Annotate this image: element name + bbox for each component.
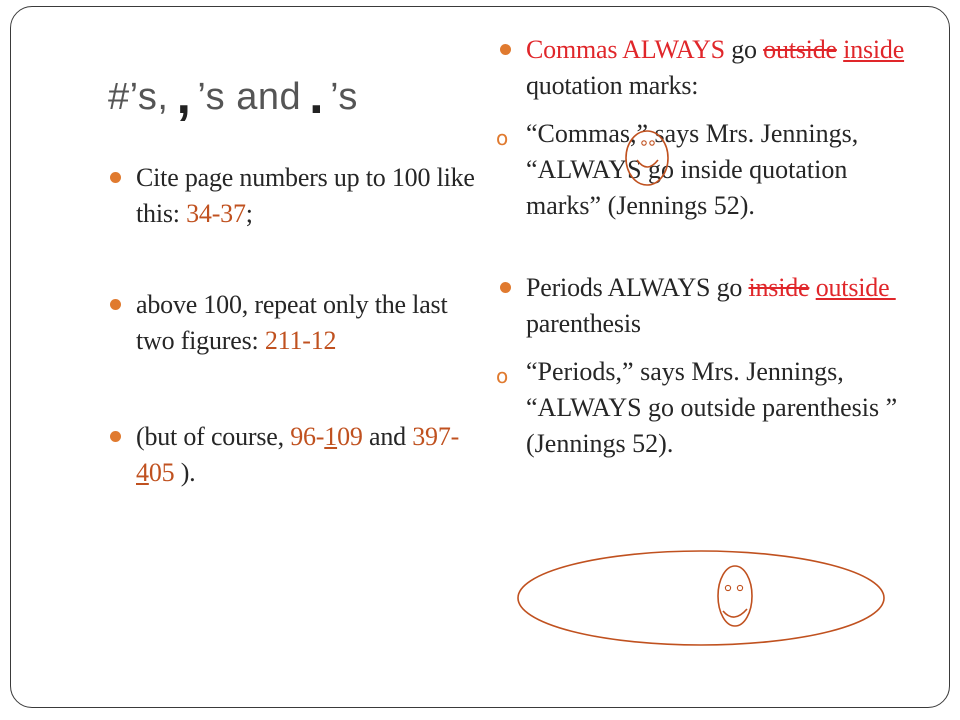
struck-word: outside — [763, 35, 837, 64]
example-periods — [494, 354, 914, 462]
struck-word: inside — [748, 273, 810, 302]
title-part-end: ’s — [330, 76, 358, 118]
rule-periods — [494, 270, 914, 342]
bullet-dot-icon — [110, 172, 121, 183]
bullet-text: Cite page numbers up to 100 like this: — [136, 163, 475, 228]
slide-title — [108, 62, 358, 125]
page-range-example: 34-37 — [186, 199, 246, 228]
left-column — [104, 160, 484, 491]
bullet-cite-pages — [104, 160, 484, 232]
rule-rest: parenthesis — [526, 309, 641, 338]
bullet-dot-icon — [500, 44, 511, 55]
right-column — [494, 32, 914, 462]
bullet-dot-icon — [110, 431, 121, 442]
title-part-numbers: #’s, — [108, 76, 169, 118]
rule-lead: Periods ALWAYS go — [526, 273, 749, 302]
rule-go: go — [724, 35, 764, 64]
bullet-dot-icon — [110, 299, 121, 310]
rule-rest: quotation marks: — [526, 71, 699, 100]
example-commas — [494, 116, 914, 224]
title-period-glyph: . — [309, 67, 325, 125]
bullet-text: above 100, repeat only the last two figures: — [136, 290, 448, 355]
bullet-exceptions — [104, 419, 484, 491]
smiley-face-icon — [622, 128, 672, 188]
bullet-dot-icon — [500, 282, 511, 293]
range-b-end: 05 — [148, 458, 175, 487]
range-b-underlined-digit: 4 — [136, 458, 149, 487]
circled-smiley-annotation — [516, 548, 886, 648]
bullet-text-end: ; — [245, 199, 253, 228]
bullet-above-100 — [104, 287, 484, 359]
rule-lead: Commas ALWAYS — [526, 35, 725, 64]
range-a-underlined-digit: 1 — [324, 422, 338, 451]
range-a-start: 96- — [290, 422, 325, 451]
title-part-and: ’s and — [197, 76, 302, 118]
bullet-text: (but of course, — [136, 422, 291, 451]
corrected-word: outside — [815, 273, 896, 302]
range-b-start: 397- — [412, 422, 460, 451]
smiley-face-icon — [718, 566, 752, 626]
example-text: “Commas,” says Mrs. Jennings, “ALWAYS go inside quotation marks” (Jennings 52). — [526, 119, 859, 220]
example-text: “Periods,” says Mrs. Jennings, “ALWAYS go outside parenthesis ” (Jennings 52). — [526, 357, 898, 458]
corrected-word: inside — [843, 35, 905, 64]
annotation-ellipse — [518, 551, 884, 645]
title-comma-glyph: , — [176, 67, 192, 125]
bullet-text-mid: and — [362, 422, 413, 451]
page-range-example: 211-12 — [264, 326, 337, 355]
sub-bullet-ring-icon: o — [496, 364, 509, 388]
rule-commas — [494, 32, 914, 104]
sub-bullet-ring-icon: o — [496, 126, 509, 150]
bullet-text-end: ). — [174, 458, 196, 487]
range-a-end: 09 — [337, 422, 363, 451]
